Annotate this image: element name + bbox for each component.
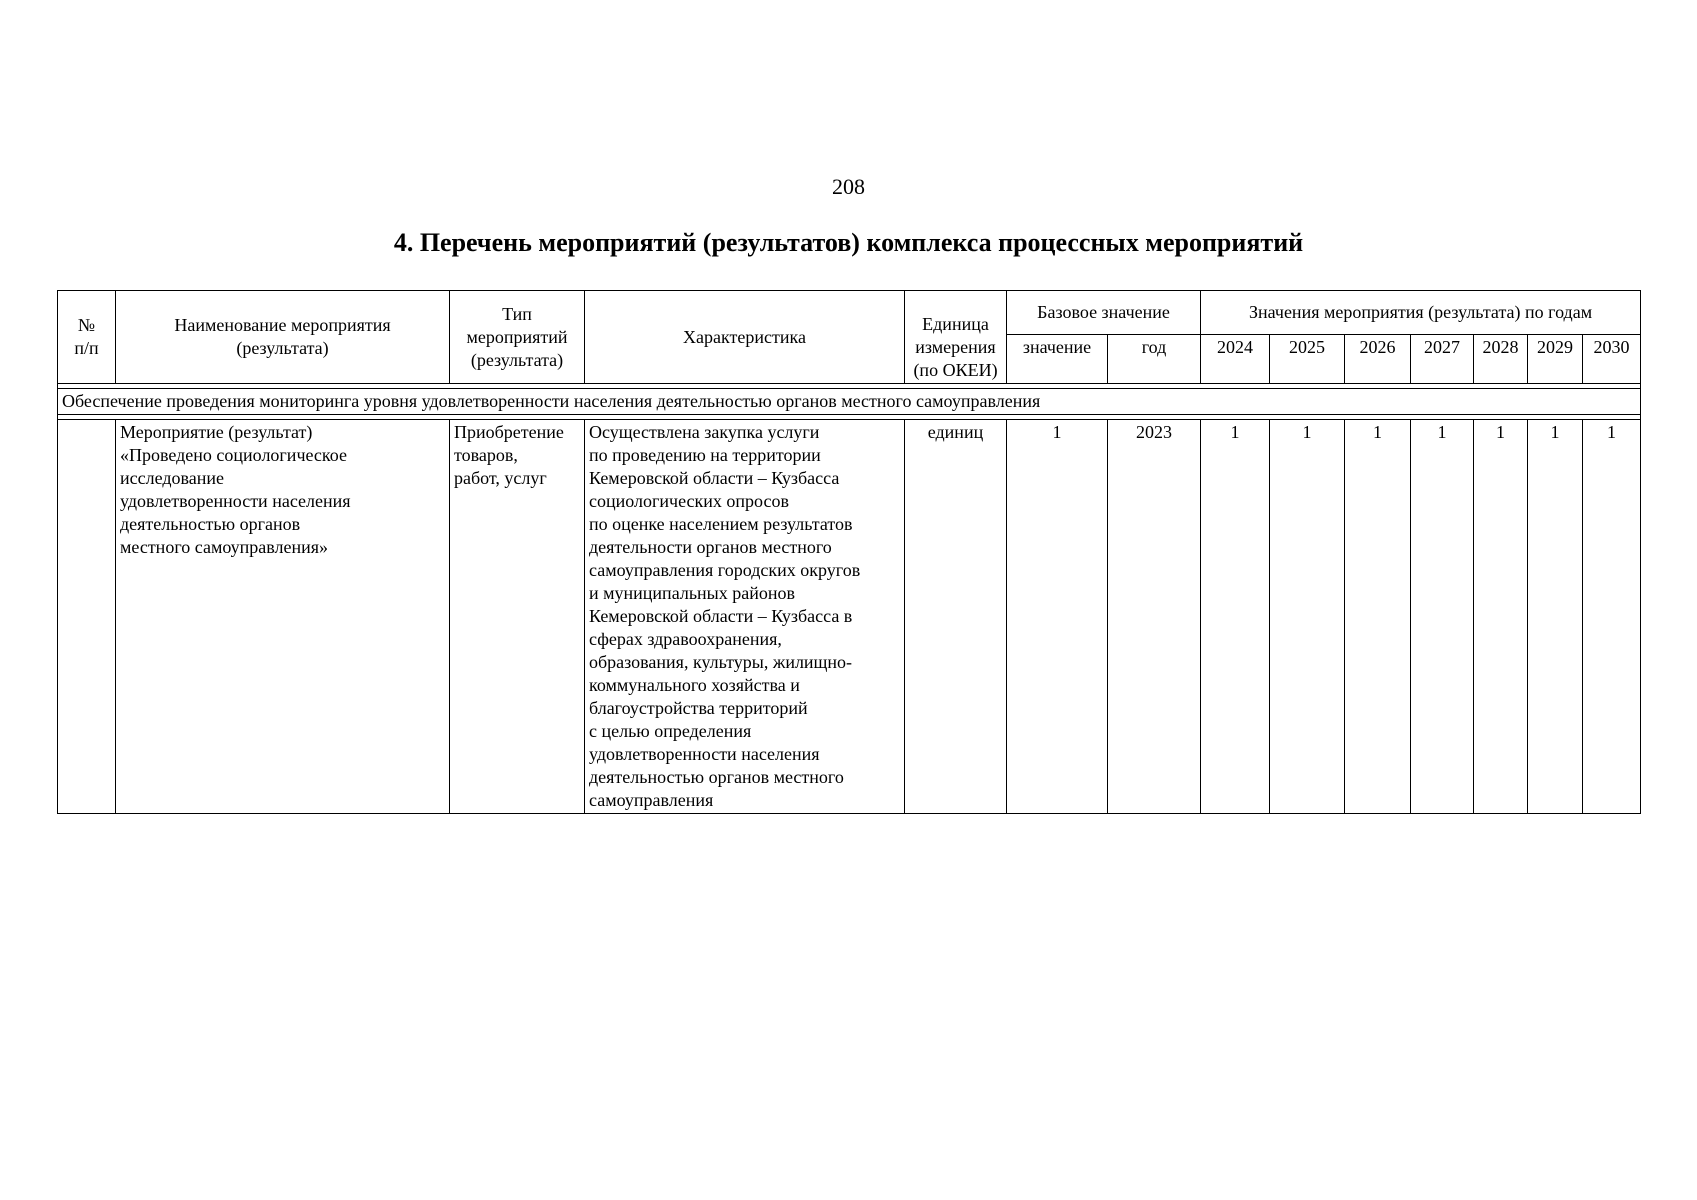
section-title: Обеспечение проведения мониторинга уровня удовлетворенности населения деятельностью органов местного самоуправления: [58, 389, 1641, 415]
header-year: 2024: [1201, 335, 1270, 384]
header-num: № п/п: [58, 291, 116, 384]
header-type: Тип мероприятий (результата): [450, 291, 585, 384]
page-title: 4. Перечень мероприятий (результатов) комплекса процессных мероприятий: [393, 228, 1304, 257]
header-base-year: год: [1108, 335, 1201, 384]
header-characteristic: Характеристика: [585, 291, 905, 384]
table-row: [58, 420, 1641, 814]
header-unit: Единица измерения (по ОКЕИ): [905, 291, 1007, 384]
page-number: 208: [832, 174, 865, 199]
cell-year-value: 1: [1474, 420, 1528, 814]
cell-year-value: 1: [1201, 420, 1270, 814]
header-year: 2030: [1583, 335, 1641, 384]
cell-year-value: 1: [1583, 420, 1641, 814]
header-base-value: значение: [1007, 335, 1108, 384]
cell-num: [58, 420, 116, 814]
cell-year-value: 1: [1528, 420, 1583, 814]
header-year: 2028: [1474, 335, 1528, 384]
cell-characteristic: Осуществлена закупка услуги по проведению на территории Кемеровской области – Кузбасса социологических опросов по оценке населением результатов деятельности органов местного самоуправления городских округов и муниципальных районов Кемеровской области – Кузбасса в сферах здравоохранения, образования, культуры, жилищно- коммунального хозяйства и благоустройства территорий с целью определения удовлетворенности населения деятельностью органов местного самоуправления: [585, 420, 905, 814]
header-base-group: Базовое значение: [1007, 291, 1201, 335]
cell-base-year: 2023: [1108, 420, 1201, 814]
header-year: 2027: [1411, 335, 1474, 384]
cell-name: Мероприятие (результат) «Проведено социологическое исследование удовлетворенности населения деятельностью органов местного самоуправления»: [116, 420, 450, 814]
header-year: 2029: [1528, 335, 1583, 384]
cell-year-value: 1: [1270, 420, 1345, 814]
header-years-group: Значения мероприятия (результата) по годам: [1201, 291, 1641, 335]
cell-year-value: 1: [1411, 420, 1474, 814]
header-year: 2026: [1345, 335, 1411, 384]
cell-year-value: 1: [1345, 420, 1411, 814]
header-year: 2025: [1270, 335, 1345, 384]
cell-unit: единиц: [905, 420, 1007, 814]
cell-base-value: 1: [1007, 420, 1108, 814]
cell-type: Приобретение товаров, работ, услуг: [450, 420, 585, 814]
events-table: [57, 290, 1641, 814]
header-name: Наименование мероприятия (результата): [116, 291, 450, 384]
